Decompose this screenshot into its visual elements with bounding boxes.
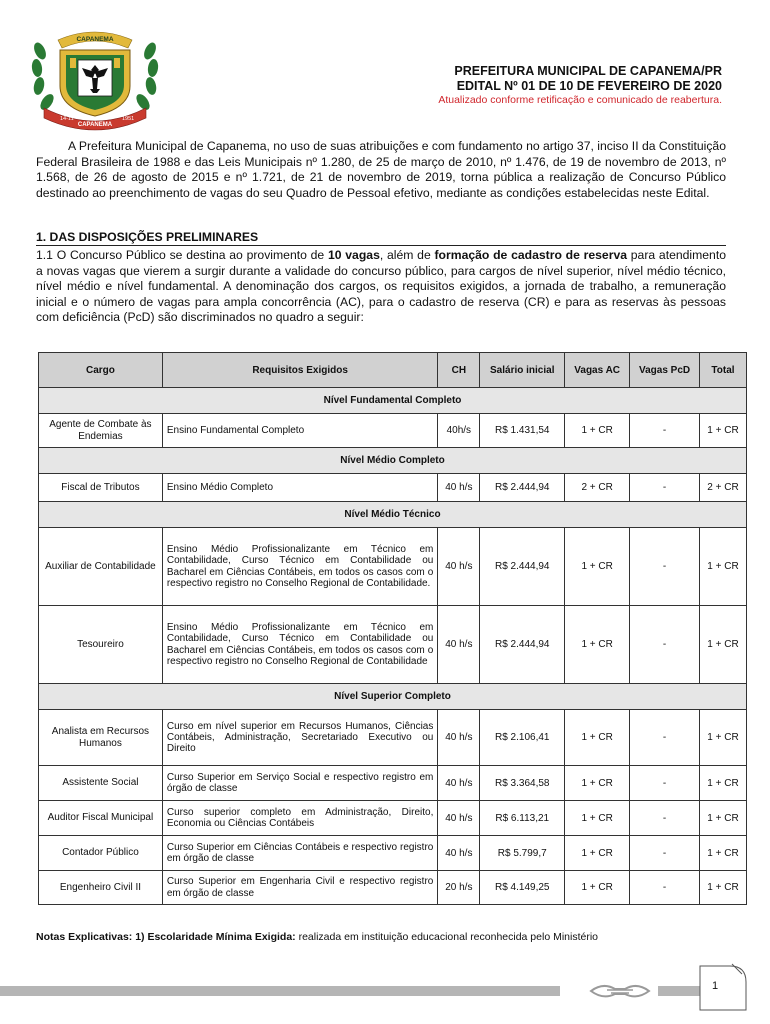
header-salario: Salário inicial [480, 353, 565, 388]
footer-bar [0, 986, 560, 996]
cell-requisitos: Curso superior completo em Administração, Direito, Economia ou Ciências Contábeis [162, 801, 438, 836]
cell-requisitos: Ensino Fundamental Completo [162, 414, 438, 448]
cell-ch: 40 h/s [438, 474, 480, 502]
header-total: Total [700, 353, 747, 388]
logo-banner-text: CAPANEMA [76, 36, 114, 43]
header-cargo: Cargo [39, 353, 163, 388]
cell-total: 1 + CR [700, 766, 747, 801]
cell-ch: 40 h/s [438, 836, 480, 871]
cell-ch: 40 h/s [438, 528, 480, 606]
cell-cargo: Engenheiro Civil II [39, 871, 163, 905]
logo-ribbon-right: 1951 [122, 116, 135, 122]
group-row-fundamental [39, 388, 747, 414]
cell-ch: 40 h/s [438, 606, 480, 684]
cell-total: 1 + CR [700, 414, 747, 448]
notes-text: realizada em instituição educacional reconhecida pelo Ministério [295, 931, 599, 943]
group-title: Nível Fundamental Completo [39, 388, 747, 414]
page-number: 1 [712, 980, 719, 992]
cell-vagas-ac: 1 + CR [565, 414, 630, 448]
cell-vagas-pcd: - [630, 528, 700, 606]
para-end: para atendimento a novas vagas que vierem a surgir durante a validade do concurso público, para cargos de nível superior, nível médio técnico, nível médio e nível fundamental. A denominação dos cargos, os requisitos exigidos, a jornada de trabalho, a remuneração inicial e o número de vagas para ampla concorrência (AC), para o cadastro de reserva (CR) e para as reservas às pessoas com deficiência (PcD) são discriminados no quadro a seguir: [36, 248, 727, 324]
cell-vagas-ac: 1 + CR [565, 766, 630, 801]
cell-vagas-pcd: - [630, 710, 700, 766]
table-row [39, 414, 747, 448]
cell-cargo: Auditor Fiscal Municipal [39, 801, 163, 836]
cell-salario: R$ 5.799,7 [480, 836, 565, 871]
header-vagas-ac: Vagas AC [565, 353, 630, 388]
cell-total: 2 + CR [700, 474, 747, 502]
header-requisitos: Requisitos Exigidos [162, 353, 438, 388]
notes-label: Notas Explicativas: 1) Escolaridade Mínima Exigida: [36, 931, 296, 943]
table-row [39, 871, 747, 905]
group-row-medio [39, 448, 747, 474]
table-row [39, 710, 747, 766]
para-bold-vagas: 10 vagas [327, 248, 380, 262]
group-title: Nível Superior Completo [39, 684, 747, 710]
group-row-medio-tecnico [39, 502, 747, 528]
table-header-row [39, 353, 747, 388]
cell-vagas-pcd: - [630, 871, 700, 905]
cell-total: 1 + CR [700, 801, 747, 836]
table-row [39, 606, 747, 684]
cell-vagas-ac: 1 + CR [565, 710, 630, 766]
header-update-note: Atualizado conforme retificação e comunicado de reabertura. [438, 94, 722, 106]
cell-ch: 40h/s [438, 414, 480, 448]
cell-vagas-pcd: - [630, 414, 700, 448]
table-row [39, 766, 747, 801]
vagas-table [38, 352, 747, 905]
header-ch: CH [438, 353, 480, 388]
table-row [39, 801, 747, 836]
cell-vagas-ac: 2 + CR [565, 474, 630, 502]
cell-requisitos: Curso Superior em Engenharia Civil e respectivo registro em órgão de classe [162, 871, 438, 905]
cell-vagas-pcd: - [630, 766, 700, 801]
handshake-icon [585, 978, 655, 1004]
para-start: 1.1 O Concurso Público se destina ao provimento de [36, 248, 328, 262]
cell-vagas-pcd: - [630, 606, 700, 684]
cell-requisitos: Ensino Médio Profissionalizante em Técnico em Contabilidade, Curso Técnico em Contabilidade ou Bacharel em Ciências Contábeis, em todos os casos com o respectivo registro no Conselho Regional de Contabilidade. [162, 528, 438, 606]
cell-salario: R$ 4.149,25 [480, 871, 565, 905]
table-row [39, 836, 747, 871]
page-number-fold [698, 962, 748, 1014]
para-mid: , além de [379, 248, 435, 262]
section-paragraph [36, 248, 726, 326]
section-title: 1. DAS DISPOSIÇÕES PRELIMINARES [36, 230, 259, 244]
capanema-coat-of-arms-logo [30, 16, 160, 131]
cell-salario: R$ 3.364,58 [480, 766, 565, 801]
cell-total: 1 + CR [700, 528, 747, 606]
group-title: Nível Médio Completo [39, 448, 747, 474]
cell-cargo: Assistente Social [39, 766, 163, 801]
cell-requisitos: Curso Superior em Serviço Social e respectivo registro em órgão de classe [162, 766, 438, 801]
cell-total: 1 + CR [700, 710, 747, 766]
cell-cargo: Agente de Combate às Endemias [39, 414, 163, 448]
header-vagas-pcd: Vagas PcD [630, 353, 700, 388]
cell-vagas-ac: 1 + CR [565, 871, 630, 905]
cell-requisitos: Curso Superior em Ciências Contábeis e respectivo registro em órgão de classe [162, 836, 438, 871]
cell-cargo: Contador Público [39, 836, 163, 871]
cell-salario: R$ 1.431,54 [480, 414, 565, 448]
cell-total: 1 + CR [700, 871, 747, 905]
cell-salario: R$ 2.106,41 [480, 710, 565, 766]
cell-cargo: Analista em Recursos Humanos [39, 710, 163, 766]
logo-ribbon-center: CAPANEMA [77, 122, 113, 128]
section-divider [36, 245, 726, 246]
cell-cargo: Tesoureiro [39, 606, 163, 684]
cell-cargo: Fiscal de Tributos [39, 474, 163, 502]
cell-vagas-ac: 1 + CR [565, 528, 630, 606]
group-row-superior [39, 684, 747, 710]
header-prefeitura: PREFEITURA MUNICIPAL DE CAPANEMA/PR [454, 64, 722, 78]
cell-total: 1 + CR [700, 836, 747, 871]
cell-ch: 20 h/s [438, 871, 480, 905]
header-edital: EDITAL Nº 01 DE 10 DE FEVEREIRO DE 2020 [456, 79, 722, 93]
explanatory-notes [36, 931, 598, 943]
cell-salario: R$ 6.113,21 [480, 801, 565, 836]
cell-vagas-pcd: - [630, 801, 700, 836]
logo-ribbon-left: 14-11 [60, 116, 74, 122]
table-row [39, 528, 747, 606]
intro-paragraph: A Prefeitura Municipal de Capanema, no uso de suas atribuições e com fundamento no artigo 37, inciso II da Constituição Federal Brasileira de 1988 e das Leis Municipais nº 1.280, de 25 de março de 2010, nº 1.476, de 19 de novembro de 2013, nº 1.568, de 26 de agosto de 2015 e nº 1.721, de 21 de novembro de 2019, torna pública a realização de Concurso Público destinado ao preenchimento de vagas do seu Quadro de Pessoal efetivo, mediante as condições estabelecidas neste Edital. [36, 139, 726, 200]
cell-salario: R$ 2.444,94 [480, 474, 565, 502]
para-bold-cadastro: formação de cadastro de reserva [434, 248, 628, 262]
cell-vagas-pcd: - [630, 836, 700, 871]
cell-requisitos: Ensino Médio Profissionalizante em Técnico em Contabilidade, Curso Técnico em Contabilidade ou Bacharel em Ciências Contábeis, em todos os casos com o respectivo registro no Conselho Regional de Contabilidade [162, 606, 438, 684]
cell-total: 1 + CR [700, 606, 747, 684]
cell-vagas-ac: 1 + CR [565, 801, 630, 836]
cell-cargo: Auxiliar de Contabilidade [39, 528, 163, 606]
table-row [39, 474, 747, 502]
cell-ch: 40 h/s [438, 766, 480, 801]
group-title: Nível Médio Técnico [39, 502, 747, 528]
document-header [438, 64, 722, 107]
cell-vagas-ac: 1 + CR [565, 836, 630, 871]
cell-vagas-ac: 1 + CR [565, 606, 630, 684]
cell-salario: R$ 2.444,94 [480, 606, 565, 684]
cell-salario: R$ 2.444,94 [480, 528, 565, 606]
cell-vagas-pcd: - [630, 474, 700, 502]
cell-ch: 40 h/s [438, 710, 480, 766]
cell-requisitos: Ensino Médio Completo [162, 474, 438, 502]
cell-ch: 40 h/s [438, 801, 480, 836]
cell-requisitos: Curso em nível superior em Recursos Humanos, Ciências Contábeis, Administração, Secretariado Executivo ou Direito [162, 710, 438, 766]
